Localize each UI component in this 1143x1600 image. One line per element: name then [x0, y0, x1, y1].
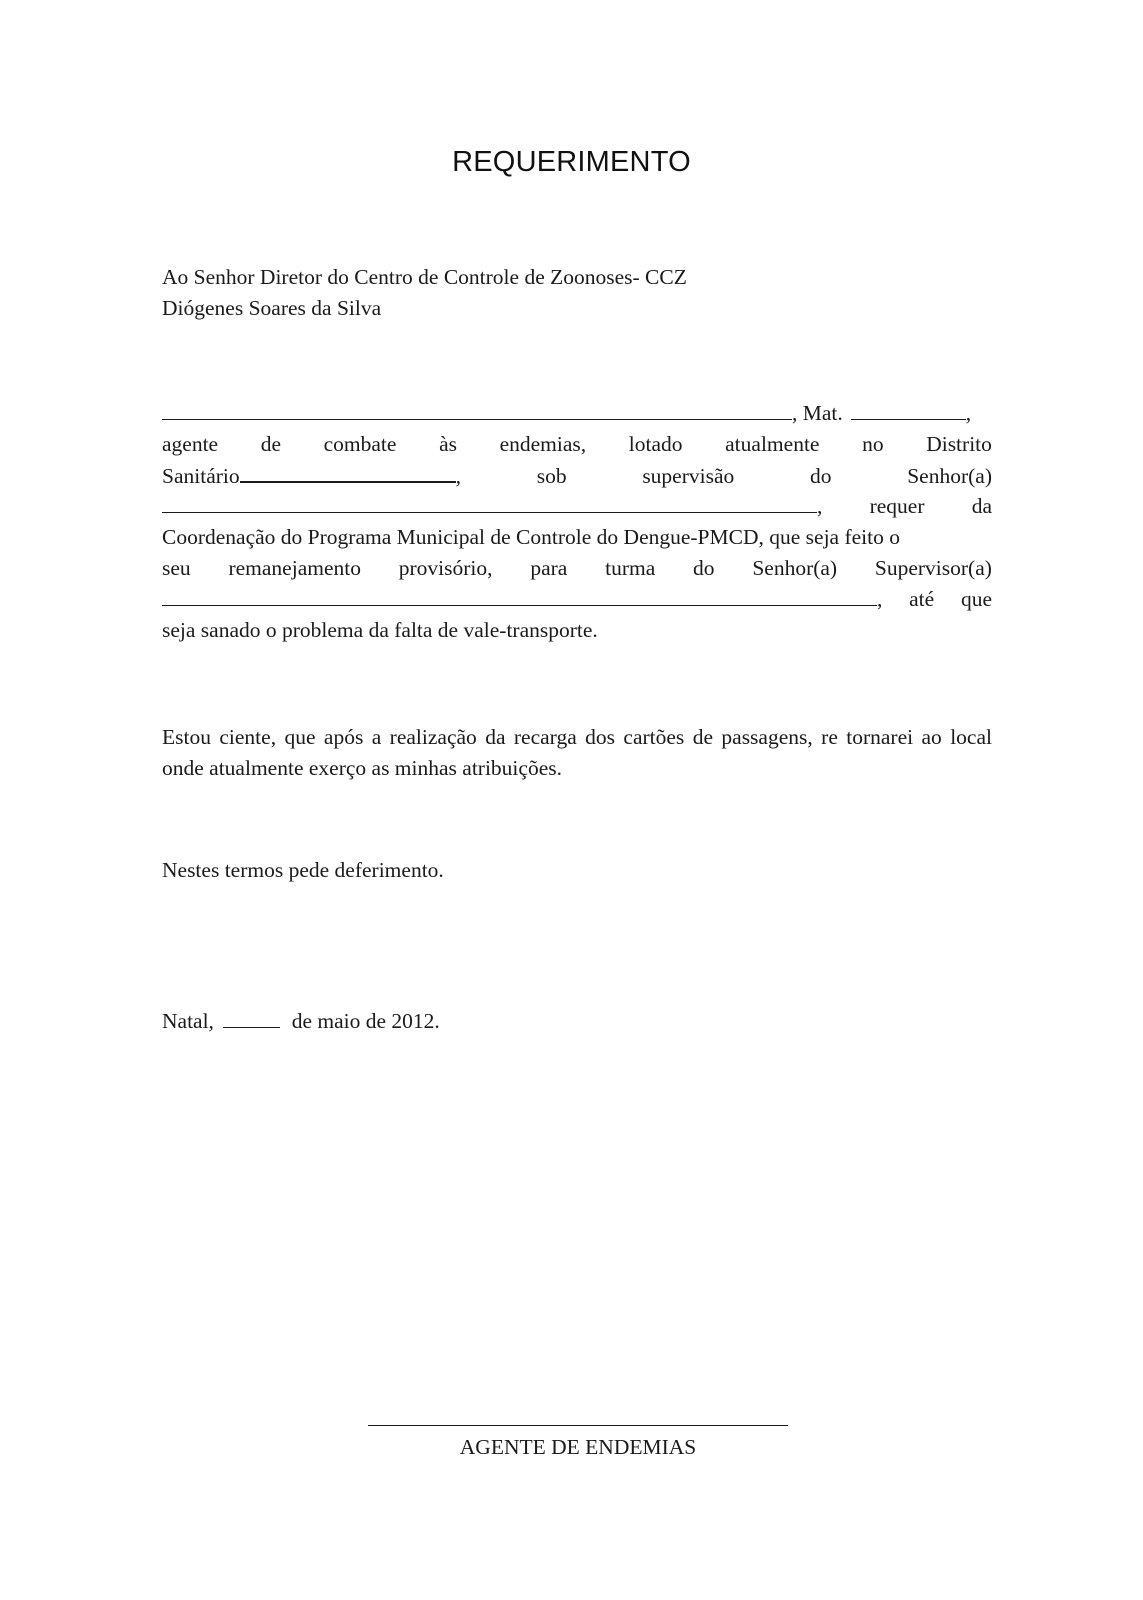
word: até	[909, 587, 935, 611]
date-rest: de maio de 2012.	[291, 1009, 440, 1033]
word: agente	[162, 432, 219, 456]
new-supervisor-name-blank	[162, 584, 877, 606]
word: no	[862, 432, 884, 456]
request-line-8	[162, 615, 992, 646]
mat-label: , Mat.	[792, 401, 843, 425]
supervisor-group	[162, 491, 822, 522]
word: ,	[817, 494, 823, 518]
supervisor-name-blank	[162, 491, 817, 513]
notice-paragraph: Estou ciente, que após a realização da recarga dos cartões de passagens, re tornarei ao local onde atualmente exerço as minhas atribuições.	[162, 725, 992, 780]
page-title: REQUERIMENTO	[452, 146, 691, 178]
word: atualmente	[725, 432, 820, 456]
word: sob	[536, 464, 567, 488]
word: Sanitário	[162, 464, 240, 488]
word: Distrito	[926, 432, 992, 456]
word: Senhor(a)	[752, 556, 838, 580]
word: endemias,	[499, 432, 587, 456]
word: da	[971, 494, 992, 518]
request-paragraph	[162, 398, 992, 648]
word: supervisão	[642, 464, 735, 488]
word: combate	[323, 432, 397, 456]
request-line-6	[162, 553, 992, 584]
word: do	[693, 556, 715, 580]
registration-number-blank	[851, 398, 966, 420]
signature-line	[368, 1425, 788, 1426]
word: para	[530, 556, 568, 580]
request-line-3	[162, 460, 992, 491]
district-blank	[240, 460, 456, 483]
day-blank	[223, 1006, 280, 1028]
word: às	[439, 432, 457, 456]
request-line-5	[162, 522, 992, 553]
addressee-line-2: Diógenes Soares da Silva	[162, 296, 382, 320]
closing-line: Nestes termos pede deferimento.	[162, 858, 444, 882]
place-date-line	[162, 1006, 992, 1037]
word: seu	[162, 556, 191, 580]
place-label: Natal,	[162, 1009, 214, 1033]
word: remanejamento	[228, 556, 361, 580]
word: ,	[455, 464, 461, 488]
word: que	[960, 587, 992, 611]
request-line-4	[162, 491, 992, 522]
request-line-7	[162, 584, 992, 615]
word: lotado	[628, 432, 683, 456]
word: Senhor(a)	[907, 464, 992, 488]
request-line-2	[162, 429, 992, 460]
word: turma	[605, 556, 656, 580]
word: ,	[877, 587, 883, 611]
signature-label: AGENTE DE ENDEMIAS	[459, 1435, 697, 1459]
word: requer	[869, 494, 925, 518]
addressee-block	[162, 262, 992, 324]
word: provisório,	[398, 556, 493, 580]
addressee-line-1: Ao Senhor Diretor do Centro de Controle de Zoonoses- CCZ	[162, 265, 687, 289]
word: do	[809, 464, 832, 488]
word: de	[260, 432, 282, 456]
new-supervisor-group	[162, 584, 882, 615]
district-group	[162, 460, 461, 492]
request-line-1	[162, 398, 992, 429]
agent-name-blank	[162, 398, 792, 420]
line1-comma: ,	[965, 401, 972, 425]
word: Supervisor(a)	[874, 556, 992, 580]
line-text: Coordenação do Programa Municipal de Controle do Dengue-PMCD, que seja feito o	[162, 525, 900, 549]
line-text: seja sanado o problema da falta de vale-transporte.	[162, 618, 598, 642]
